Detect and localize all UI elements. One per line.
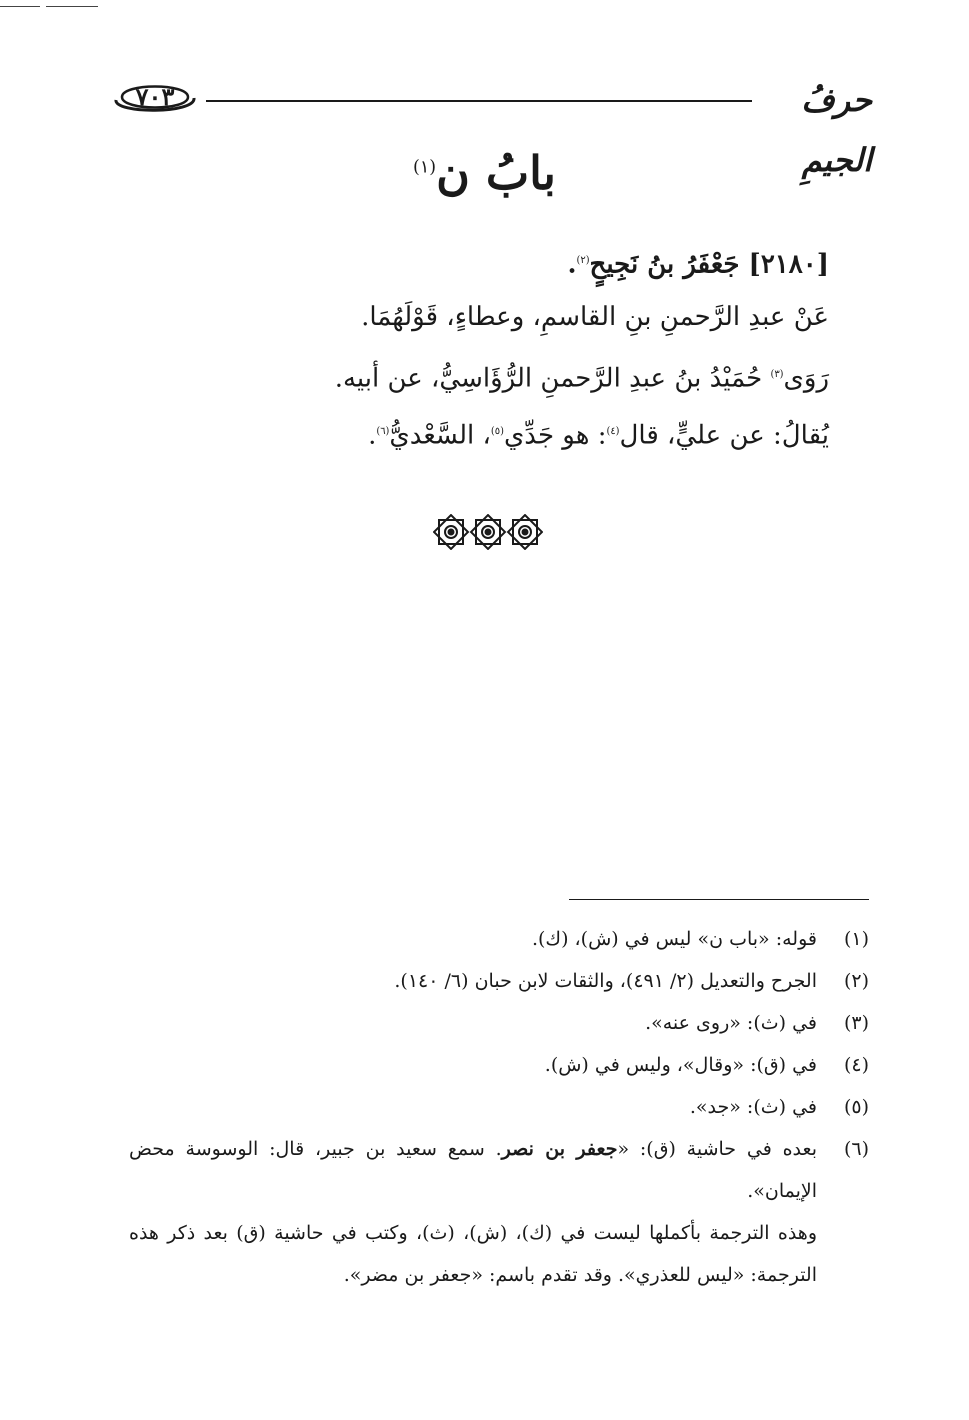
footnote-text: الجرح والتعديل (٢/ ٤٩١)، والثقات لابن حبان (٦/ ١٤٠). — [394, 970, 817, 992]
entry-line-4-b: : هو جَدِّي — [503, 420, 607, 451]
footnote-5 — [129, 1086, 869, 1128]
footnote-1 — [129, 918, 869, 960]
entry-name-end: . — [567, 249, 577, 280]
running-title: حرفُ الجيمِ — [801, 81, 872, 179]
footnote-3 — [129, 1002, 869, 1044]
entry-line-4-note-3: (٦) — [376, 426, 390, 437]
entry-number: [٢١٨٠] — [748, 249, 829, 280]
footnote-text: في (ث): «روى عنه». — [645, 1012, 817, 1034]
scan-marks — [0, 6, 100, 10]
footnote-text — [129, 1128, 817, 1212]
footnote-number: (١) — [843, 928, 869, 950]
footnote-6 — [129, 1128, 869, 1212]
entry-line-3-note: (٣) — [770, 369, 784, 380]
entry-name: جَعْفَرُ بنُ نَجِيحٍ — [589, 249, 740, 280]
footnote-number: (٥) — [843, 1096, 869, 1118]
page-number: ٧٠٣ — [135, 82, 175, 111]
footnote-rule — [569, 899, 869, 900]
entry-line-4-note-1: (٤) — [606, 426, 620, 437]
footnote-2 — [129, 960, 869, 1002]
page-number-frame — [112, 78, 198, 116]
footnote-number: (٦) — [843, 1138, 869, 1160]
footnote-number: (٤) — [843, 1054, 869, 1076]
entry-line-4-c: ، السَّعْديُّ — [389, 420, 491, 451]
footnote-number: (٢) — [843, 970, 869, 992]
entry-heading — [129, 232, 829, 289]
footnote-4 — [129, 1044, 869, 1086]
entry-2180 — [129, 232, 829, 460]
header-rule — [206, 100, 752, 102]
footnote-number: (٣) — [843, 1012, 869, 1034]
chapter-title — [0, 146, 969, 200]
footnote-6-part-1: بعده في حاشية (ق): « — [617, 1138, 817, 1160]
footnote-text: في (ق): «وقال»، وليس في (ش). — [544, 1054, 817, 1076]
entry-line-4-note-2: (٥) — [490, 426, 504, 437]
entry-line-4-a: يُقالُ: عن عليٍّ، قال — [619, 420, 829, 451]
chapter-title-text: بابُ ن — [436, 146, 556, 200]
entry-line-3 — [129, 346, 829, 403]
entry-line-2: عَنْ عبدِ الرَّحمنِ بنِ القاسمِ، وعطاءٍ، قَوْلَهُمَا. — [361, 302, 829, 332]
entry-name-note: (٢) — [576, 255, 590, 266]
footnote-6-bold-name: جعفر بن نصر — [501, 1138, 618, 1160]
footnote-text: قوله: «باب ن» ليس في (ش)، (ك). — [531, 928, 817, 950]
chapter-note-ref: (١) — [413, 157, 437, 178]
footnote-text: في (ث): «جد». — [689, 1096, 817, 1118]
entry-line-4-end: . — [368, 420, 377, 451]
footnote-6-continuation: وهذه الترجمة بأكملها ليست في (ك)، (ش)، (ث)، وكتب في حاشية (ق) بعد ذكر هذه الترجمة: «ليس للعذري». وقد تقدم باسم: «جعفر بن مضر». — [129, 1222, 817, 1286]
entry-line-3-b: حُمَيْدُ بنُ عبدِ الرَّحمنِ الرُّؤَاسِيُّ، عن أبيه. — [334, 363, 771, 394]
entry-line-3-a: رَوَى — [783, 363, 829, 394]
footnote-6-part-2: . سمع سعيد بن جبير، قال: الوسوسة محض الإيمان». — [129, 1138, 817, 1202]
footnotes — [129, 918, 869, 1296]
entry-line-4 — [129, 403, 829, 460]
section-ornament-icon — [433, 514, 543, 550]
